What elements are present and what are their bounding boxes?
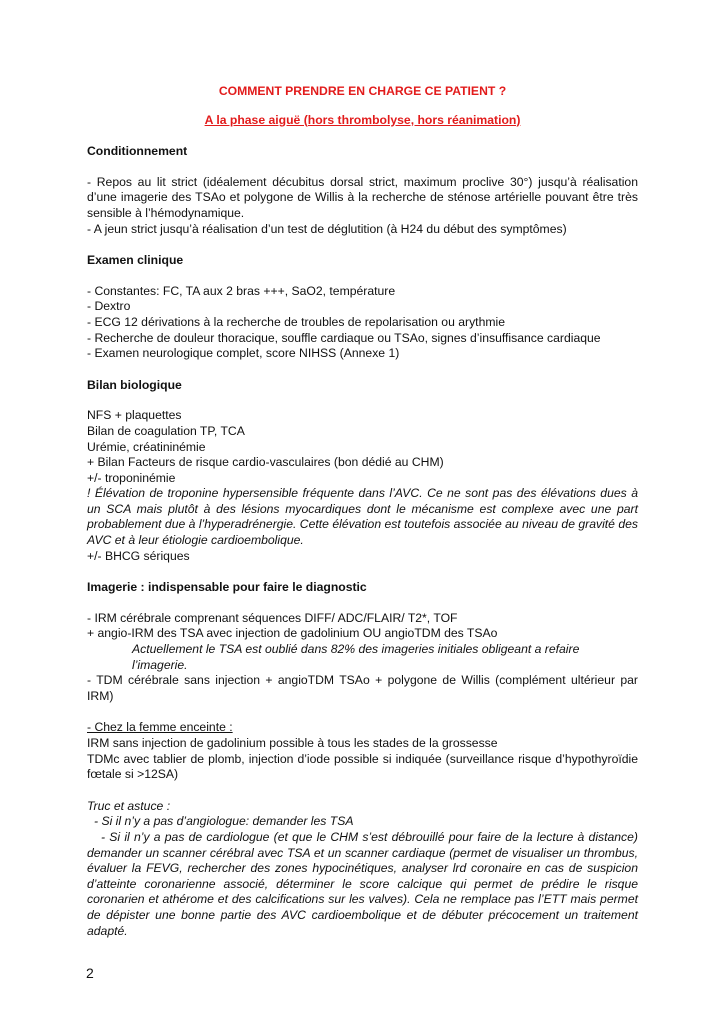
document-title: COMMENT PRENDRE EN CHARGE CE PATIENT ?	[218, 84, 507, 98]
bilan-item-last: +/- BHCG sériques	[87, 548, 190, 563]
bilan-item: +/- troponinémie	[87, 470, 176, 485]
examen-heading: Examen clinique	[87, 253, 184, 268]
imagerie-item-1: - IRM cérébrale comprenant séquences DIFF/ ADC/FLAIR/ T2*, TOF	[87, 610, 458, 625]
truc-heading: Truc et astuce :	[87, 798, 171, 813]
conditionnement-para-2: - A jeun strict jusqu’à réalisation d’un test de déglutition (à H24 du début des symptômes)	[87, 221, 567, 236]
examen-item: - Recherche de douleur thoracique, souffle cardiaque ou TSAo, signes d’insuffisance cardiaque	[87, 330, 601, 345]
examen-item: - Constantes: FC, TA aux 2 bras +++, SaO2, température	[87, 283, 396, 298]
femme-enceinte-line-2: TDMc avec tablier de plomb, injection d’iode possible si indiquée (surveillance risque d’hypothyroïdie fœtale si >12SA)	[87, 751, 638, 782]
examen-item: - Dextro	[87, 299, 131, 314]
truc-line-2: - Si il n’y a pas de cardiologue (et que le CHM s’est débrouillé pour faire de la lecture à distance) demander un scanner cérébral avec TSA et un scanner cardiaque (permet de visualiser un thrombus, évaluer la FEVG, rechercher des zones hypocinétiques, analyser lrd coronaire en cas de suspicion d’atteinte coronarienne associé, déterminer le score calcique qui permet de prédire le risque coronarien et athérome et des calcifications sur les valves). Cela ne remplace pas l’ETT mais permet de dépister une bonne partie des AVC cardioembolique et de débuter précocement un traitement adapté.	[87, 829, 638, 938]
troponine-note: ! Élévation de troponine hypersensible fréquente dans l’AVC. Ce ne sont pas des élévations dues à un SCA mais plutôt à des lésions myocardiques dont le mécanisme est complexe avec une part probablement due à l’hyperadrénergie. Cette élévation est toutefois associée au niveau de gravité des AVC et à leur étiologie cardioembolique.	[87, 486, 638, 548]
conditionnement-para-1: - Repos au lit strict (idéalement décubitus dorsal strict, maximum proclive 30°) jusqu’à réalisation d’une imagerie des TSAo et polygone de Willis à la recherche de sténose artérielle pouvant être très sensible à l’hémodynamique.	[87, 174, 638, 220]
femme-enceinte-heading: - Chez la femme enceinte :	[87, 720, 233, 735]
femme-enceinte-line-1: IRM sans injection de gadolinium possible à tous les stades de la grossesse	[87, 736, 498, 750]
imagerie-item-3: - TDM cérébrale sans injection + angioTDM TSAo + polygone de Willis (complément ultérieur par IRM)	[87, 673, 638, 703]
examen-item: - Examen neurologique complet, score NIHSS (Annexe 1)	[87, 346, 400, 361]
document-subtitle: A la phase aiguë (hors thrombolyse, hors réanimation)	[204, 112, 521, 127]
bilan-item: Bilan de coagulation TP, TCA	[87, 423, 245, 438]
bilan-item: Urémie, créatininémie	[87, 439, 206, 454]
examen-item: - ECG 12 dérivations à la recherche de troubles de repolarisation ou arythmie	[87, 314, 505, 329]
bilan-heading: Bilan biologique	[87, 377, 182, 392]
bilan-item: NFS + plaquettes	[87, 408, 182, 423]
imagerie-item-2-note: Actuellement le TSA est oublié dans 82% des imageries initiales obligeant a refaire l’imagerie.	[132, 642, 580, 672]
conditionnement-heading: Conditionnement	[87, 144, 188, 159]
document-page	[87, 84, 638, 939]
page-number: 2	[86, 965, 94, 981]
imagerie-heading: Imagerie : indispensable pour faire le diagnostic	[87, 580, 367, 595]
imagerie-item-2: + angio-IRM des TSA avec injection de gadolinium OU angioTDM des TSAo	[87, 626, 498, 641]
truc-line-1: - Si il n’y a pas d’angiologue: demander les TSA	[94, 814, 354, 829]
bilan-item: + Bilan Facteurs de risque cardio-vasculaires (bon dédié au CHM)	[87, 455, 444, 470]
